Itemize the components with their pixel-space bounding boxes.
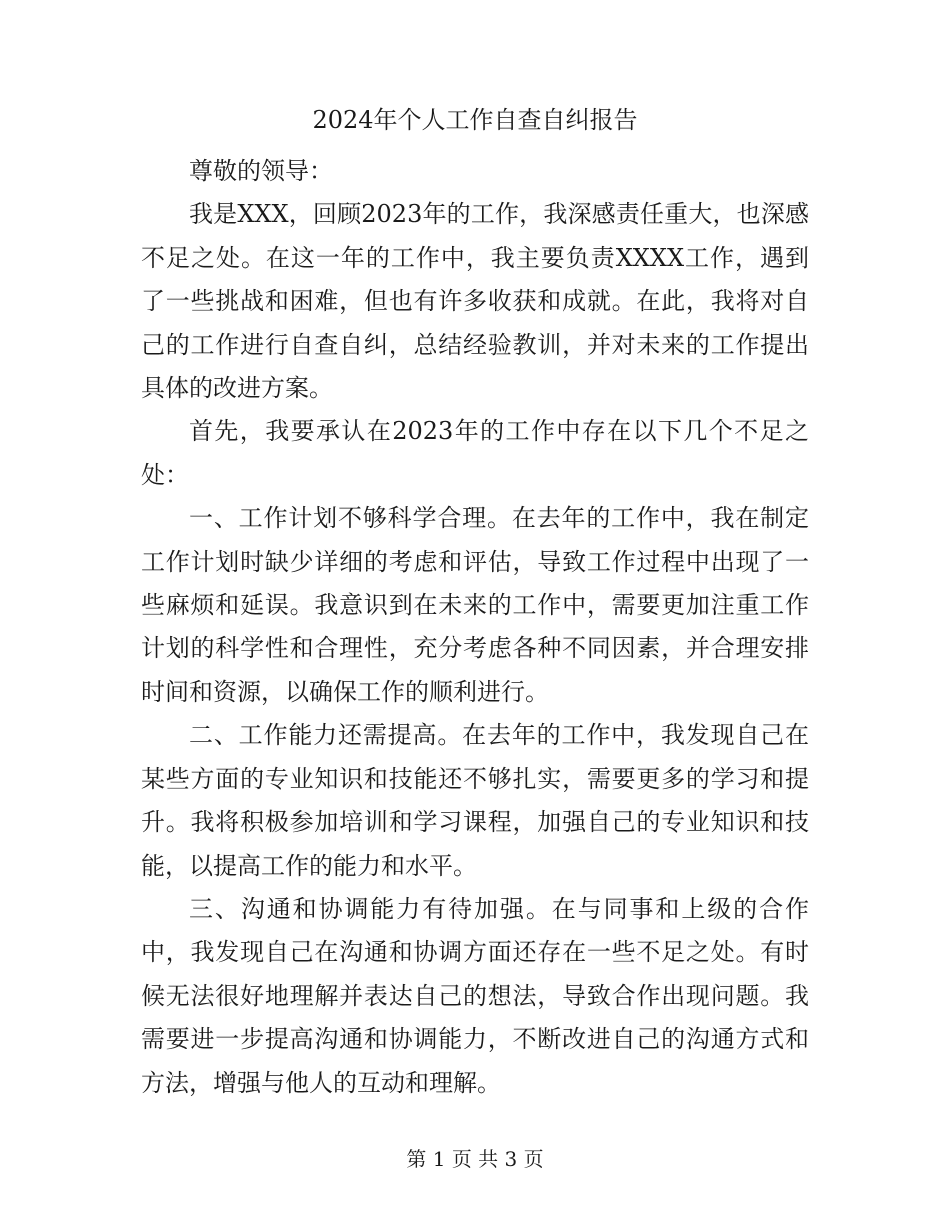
paragraph-point-1: 一、工作计划不够科学合理。在去年的工作中，我在制定工作计划时缺少详细的考虑和评估，导致工作过程中出现了一些麻烦和延误。我意识到在未来的工作中，需要更加注重工作计划的科学性和合理性，充分考虑各种不同因素，并合理安排时间和资源，以确保工作的顺利进行。 xyxy=(141,504,809,706)
footer-prefix: 第 xyxy=(406,1147,427,1171)
paragraph-point-3: 三、沟通和协调能力有待加强。在与同事和上级的合作中，我发现自己在沟通和协调方面还存在一些不足之处。有时候无法很好地理解并表达自己的想法，导致合作出现问题。我需要进一步提高沟通和协调能力，不断改进自己的沟通方式和方法，增强与他人的互动和理解。 xyxy=(141,894,809,1097)
paragraph-shortcomings-lead: 首先，我要承认在2023年的工作中存在以下几个不足之处： xyxy=(141,417,809,489)
paragraph-point-2: 二、工作能力还需提高。在去年的工作中，我发现自己在某些方面的专业知识和技能还不够扎实，需要更多的学习和提升。我将积极参加培训和学习课程，加强自己的专业知识和技能，以提高工作的能力和水平。 xyxy=(141,721,809,880)
paragraph-intro: 我是XXX，回顾2023年的工作，我深感责任重大，也深感不足之处。在这一年的工作中，我主要负责XXXX工作，遇到了一些挑战和困难，但也有许多收获和成就。在此，我将对自己的工作进行自查自纠，总结经验教训，并对未来的工作提出具体的改进方案。 xyxy=(141,200,809,403)
salutation: 尊敬的领导： xyxy=(189,157,333,185)
footer-middle: 页 共 xyxy=(451,1147,499,1171)
document-body xyxy=(141,150,809,1105)
page-footer xyxy=(0,1142,950,1176)
footer-total-pages: 3 xyxy=(504,1147,518,1171)
document-title: 2024年个人工作自查自纠报告 xyxy=(312,106,638,134)
footer-page-number: 1 xyxy=(432,1147,446,1171)
footer-suffix: 页 xyxy=(523,1147,544,1171)
